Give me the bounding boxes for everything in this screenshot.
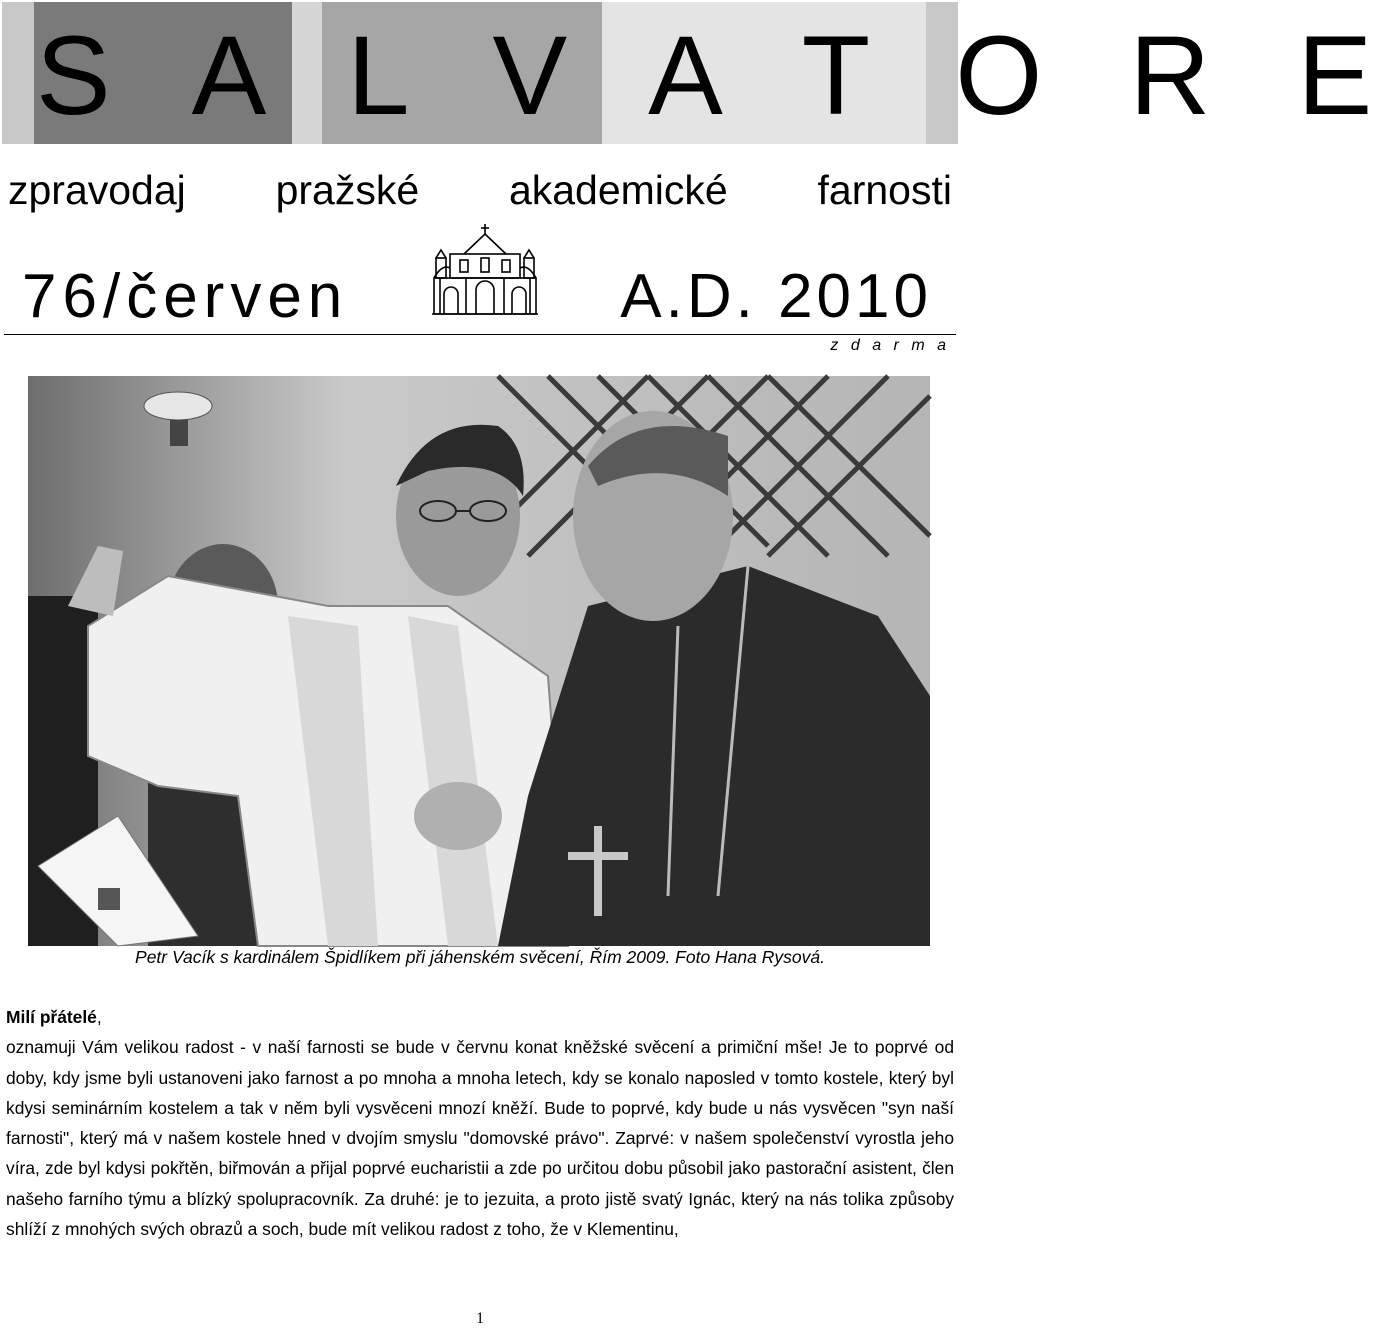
- photo-caption: Petr Vacík s kardinálem Špidlíkem při jáhenském svěcení, Řím 2009. Foto Hana Rysová.: [135, 947, 825, 967]
- page-number: 1: [476, 1310, 484, 1327]
- article-greeting-punct: ,: [96, 1007, 102, 1027]
- article-greeting: Milí přátelé: [6, 1007, 97, 1027]
- issue-label: 76/červen: [22, 262, 349, 331]
- price-note: z d a r m a: [830, 337, 950, 354]
- church-facade-icon: [430, 220, 540, 320]
- masthead-band-segment: [2, 2, 34, 144]
- wall-lamp-bracket: [170, 420, 188, 446]
- issue-year: A.D. 2010: [620, 262, 932, 331]
- cover-photo: [28, 376, 930, 946]
- booklet-emblem-icon: [98, 888, 120, 910]
- masthead-title: S A L V A T O R E: [36, 13, 1400, 138]
- wall-lamp: [144, 392, 212, 420]
- clasped-hands: [414, 782, 502, 850]
- masthead-band: [2, 2, 1400, 144]
- header-divider: [4, 334, 956, 335]
- article-body: [6, 1002, 954, 1244]
- subtitle-word: pražské: [275, 167, 420, 213]
- masthead-subtitle: [8, 166, 952, 214]
- subtitle-word: farnosti: [817, 167, 952, 213]
- article-text: oznamuji Vám velikou radost - v naší farnosti se bude v červnu konat kněžské svěcení a primiční mše! Je to poprvé od doby, kdy jsme byli ustanoveni jako farnost a po mnoha a mnoha letech, kdy se konalo naposled v tomto kostele, který byl kdysi seminárním kostelem a tak v něm byli vysvěceni mnozí kněží. Bude to poprvé, kdy bude u nás vysvěcen "syn naší farnosti", který má v našem kostele hned v dvojím smyslu "domovské právo". Zaprvé: v našem společenství vyrostla jeho víra, zde byl kdysi pokřtěn, biřmován a přijal poprvé eucharistii a zde po určitou dobu působil jako pastorační asistent, člen našeho farního týmu a blízký spolupracovník. Za druhé: je to jezuita, a proto jistě svatý Ignác, který na nás tolika způsoby shlíží z mnohých svých obrazů a soch, bude mít velikou radost z toho, že v Klementinu,: [6, 1037, 954, 1240]
- subtitle-word: zpravodaj: [8, 167, 186, 213]
- subtitle-word: akademické: [508, 167, 728, 213]
